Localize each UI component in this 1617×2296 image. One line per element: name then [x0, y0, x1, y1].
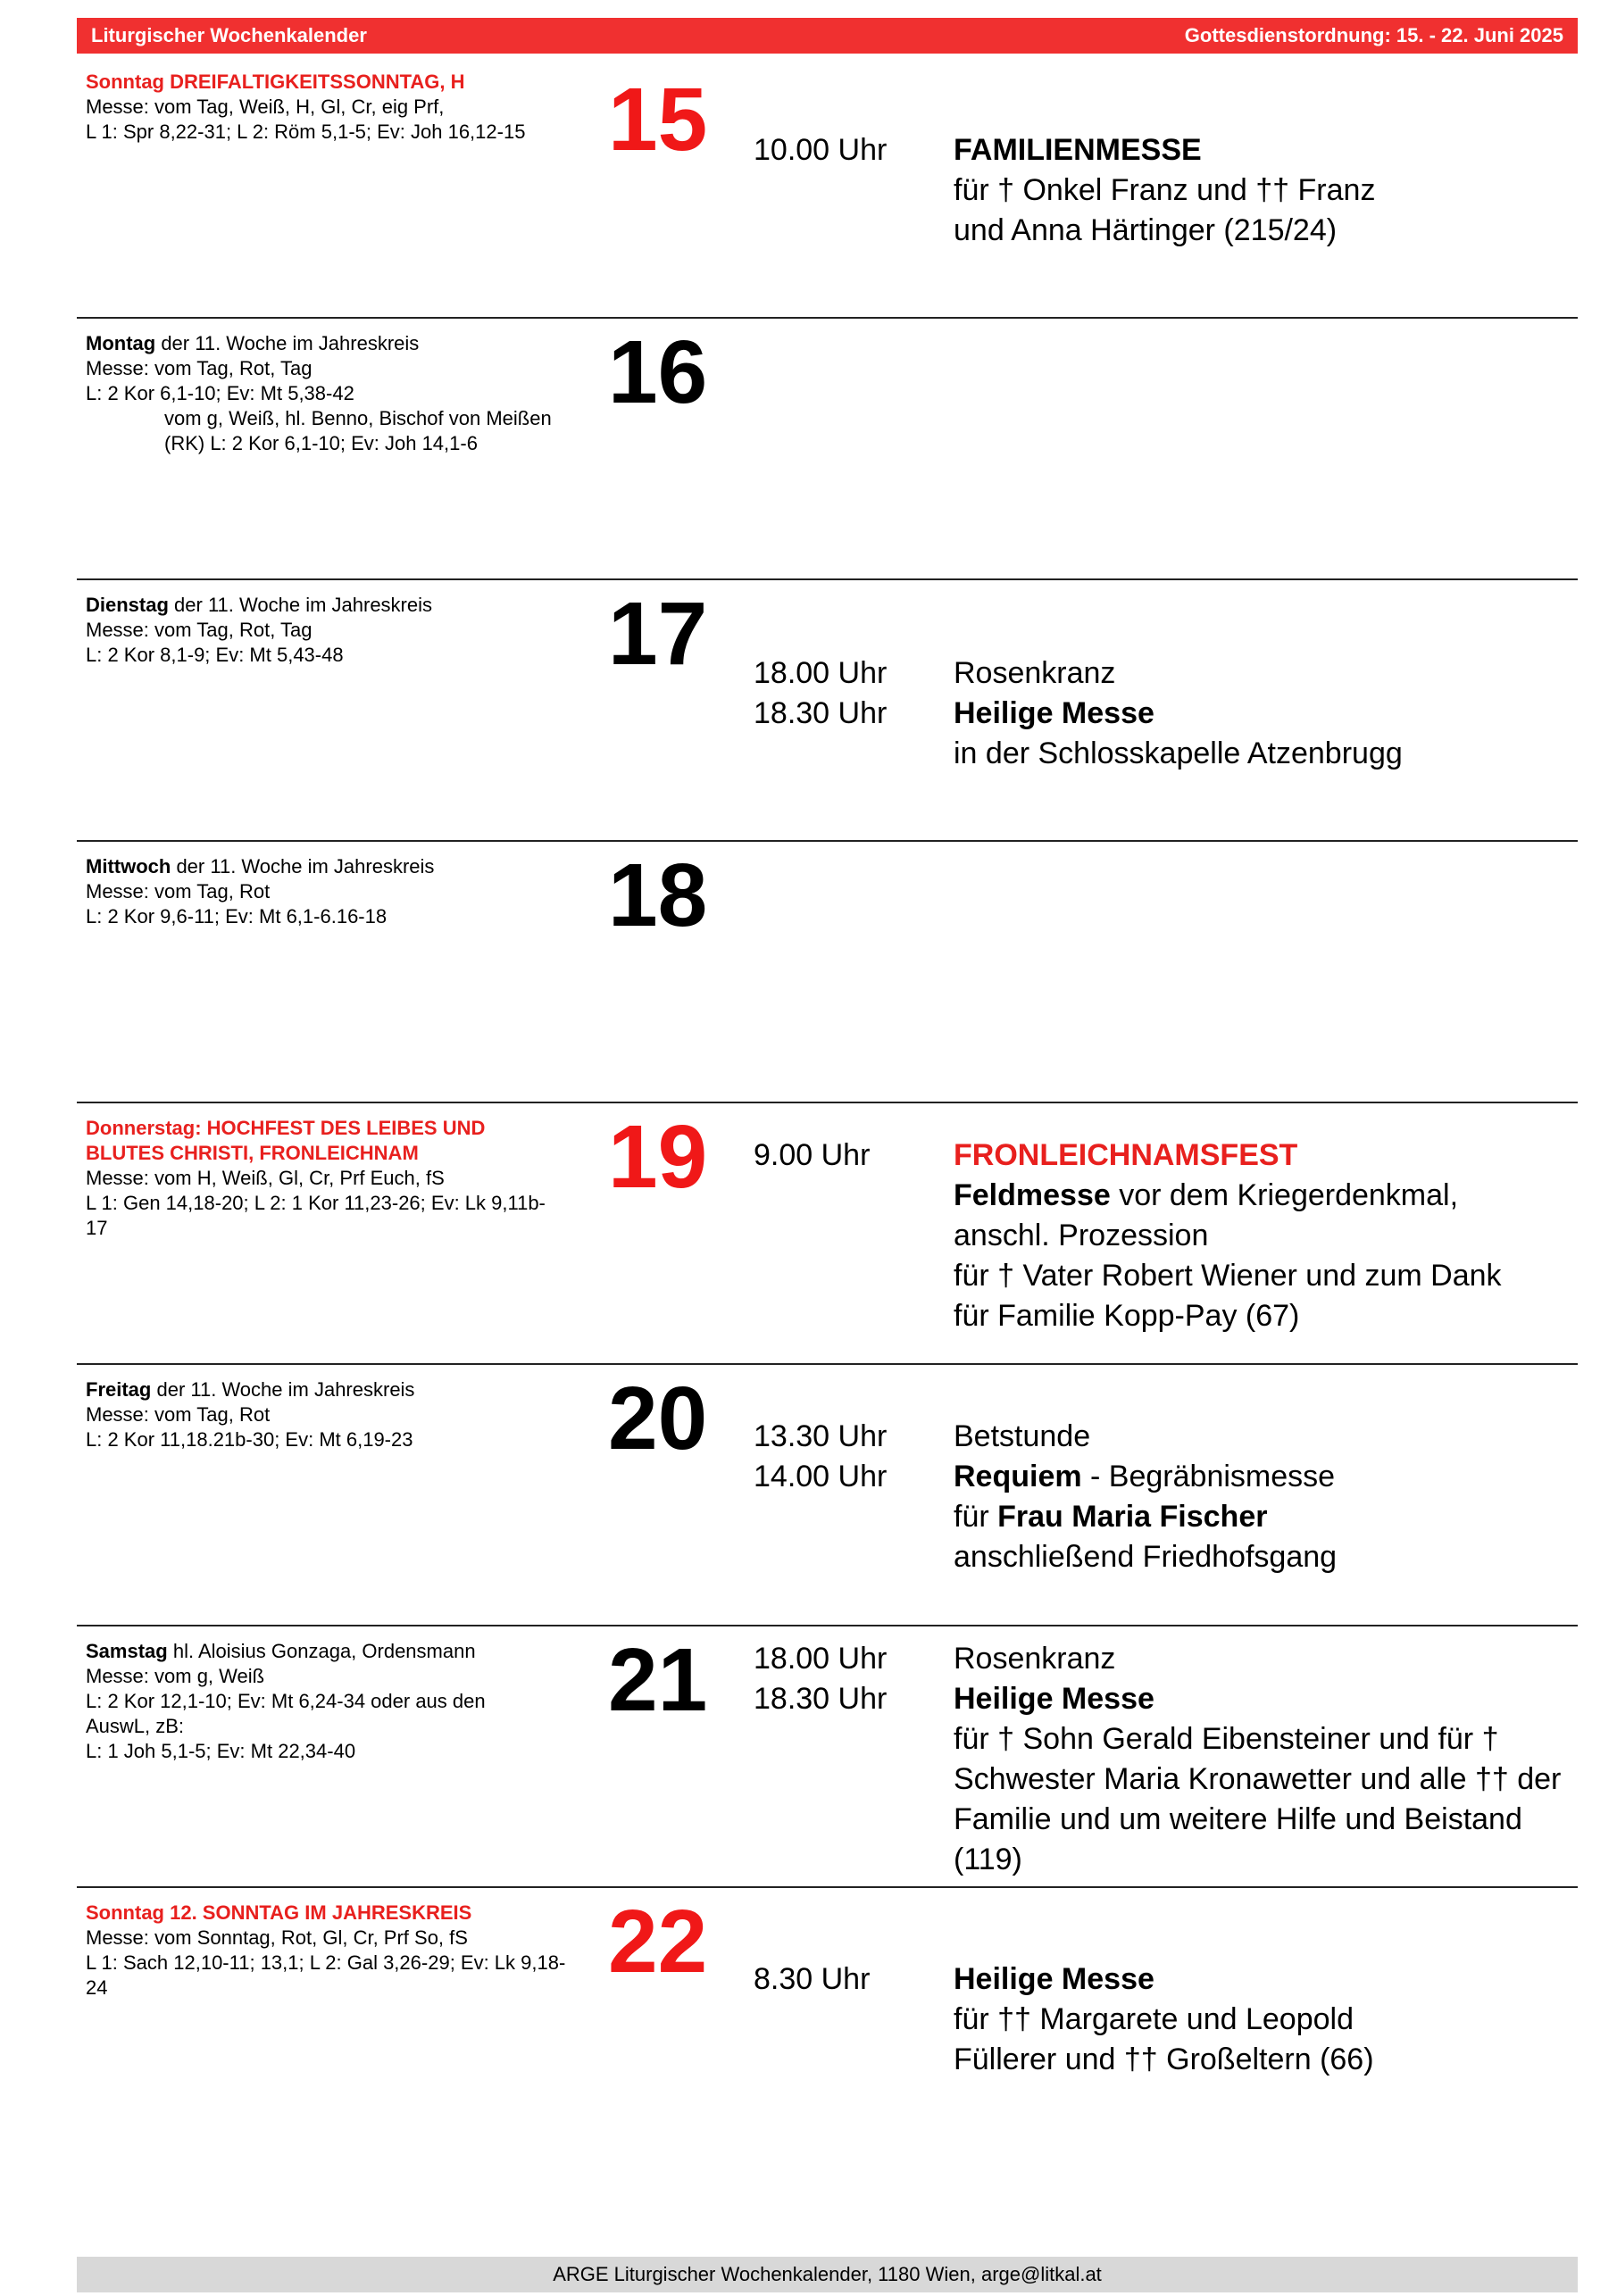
service-line: Rosenkranz — [954, 1642, 1116, 1676]
liturgy-alt-line: (RK) L: 2 Kor 6,1-10; Ev: Joh 14,1-6 — [164, 432, 478, 454]
liturgy-weekday: Dienstag — [86, 594, 169, 616]
service-times — [754, 1639, 932, 1719]
liturgy-weekday: Samstag — [86, 1640, 168, 1662]
service-times — [754, 130, 932, 171]
service-times — [754, 1136, 932, 1176]
liturgy-line: L 1: Sach 12,10-11; 13,1; L 2: Gal 3,26-29; Ev: Lk 9,18-24 — [86, 1951, 566, 1999]
liturgy-weekday: Mittwoch — [86, 855, 171, 878]
liturgy-title: Sonntag DREIFALTIGKEITSSONNTAG, H — [86, 71, 465, 93]
day-number: 18 — [608, 845, 708, 945]
liturgy-line: L: 2 Kor 6,1-10; Ev: Mt 5,38-42 — [86, 382, 354, 404]
service-times — [754, 1959, 932, 2000]
liturgy-weekday: Freitag — [86, 1378, 152, 1401]
service-time: 18.00 Uhr — [754, 1642, 888, 1676]
liturgy-rest: der 11. Woche im Jahreskreis — [155, 332, 420, 354]
service-title: Heilige Messe — [954, 1962, 1154, 1996]
day-number: 15 — [608, 70, 708, 170]
day-row — [77, 840, 1578, 1102]
day-row — [77, 1625, 1578, 1886]
service-time: 18.30 Uhr — [754, 696, 888, 730]
liturgy-line: Messe: vom g, Weiß — [86, 1665, 265, 1687]
deceased-name: Frau Maria Fischer — [997, 1500, 1268, 1534]
day-number: 20 — [608, 1368, 708, 1468]
liturgy-info — [86, 331, 595, 456]
liturgy-alt-line: vom g, Weiß, hl. Benno, Bischof von Meißen — [164, 407, 552, 429]
liturgy-line: Messe: vom Tag, Rot, Tag — [86, 619, 313, 641]
header-left: Liturgischer Wochenkalender — [91, 24, 367, 46]
service-text — [954, 1639, 1570, 1880]
service-line: Betstunde — [954, 1419, 1091, 1453]
liturgy-rest: hl. Aloisius Gonzaga, Ordensmann — [167, 1640, 476, 1662]
service-line: Füllerer und †† Großeltern (66) — [954, 2042, 1374, 2076]
liturgy-info — [86, 1901, 586, 2001]
service-title: FAMILIENMESSE — [954, 133, 1202, 167]
day-row — [77, 55, 1578, 317]
liturgy-line: Messe: vom Tag, Rot — [86, 880, 271, 903]
liturgy-rest: der 11. Woche im Jahreskreis — [168, 594, 432, 616]
liturgy-info — [86, 593, 595, 668]
service-line: für Familie Kopp-Pay (67) — [954, 1299, 1300, 1333]
service-time: 8.30 Uhr — [754, 1962, 871, 1996]
liturgy-weekday: Montag — [86, 332, 156, 354]
liturgy-line: Messe: vom Tag, Rot — [86, 1403, 271, 1426]
day-row — [77, 317, 1578, 578]
service-line: - Begräbnismesse — [1081, 1460, 1336, 1493]
liturgy-info — [86, 1377, 595, 1452]
liturgy-line: L 1: Spr 8,22-31; L 2: Röm 5,1-5; Ev: Joh 16,12-15 — [86, 121, 526, 143]
header-right: Gottesdienstordnung: 15. - 22. Juni 2025 — [1184, 24, 1563, 46]
service-line: in der Schlosskapelle Atzenbrugg — [954, 736, 1403, 770]
service-times — [754, 653, 932, 734]
service-line: für † Sohn Gerald Eibensteiner und für † Schwester Maria Kronawetter und alle †† der Familie und um weitere Hilfe und Beistand (119) — [954, 1722, 1562, 1876]
liturgy-line: L: 2 Kor 8,1-9; Ev: Mt 5,43-48 — [86, 644, 344, 666]
service-line: Rosenkranz — [954, 656, 1116, 690]
liturgy-line: L: 2 Kor 11,18.21b-30; Ev: Mt 6,19-23 — [86, 1428, 413, 1451]
service-time: 18.30 Uhr — [754, 1682, 888, 1716]
service-time: 10.00 Uhr — [754, 133, 888, 167]
liturgy-info — [86, 70, 595, 145]
day-number: 19 — [608, 1107, 708, 1207]
service-text — [954, 1417, 1570, 1577]
day-row — [77, 1102, 1578, 1363]
liturgy-rest: der 11. Woche im Jahreskreis — [171, 855, 435, 878]
service-line: anschl. Prozession — [954, 1219, 1209, 1252]
day-number: 16 — [608, 322, 708, 422]
liturgy-title: Donnerstag: HOCHFEST DES LEIBES UND BLUTES CHRISTI, FRONLEICHNAM — [86, 1117, 486, 1164]
footer: ARGE Liturgischer Wochenkalender, 1180 Wien, arge@litkal.at — [77, 2257, 1578, 2292]
header-bar — [77, 18, 1578, 54]
service-times — [754, 1417, 932, 1497]
day-number: 21 — [608, 1630, 708, 1730]
service-time: 13.30 Uhr — [754, 1419, 888, 1453]
service-line: für † Vater Robert Wiener und zum Dank — [954, 1259, 1502, 1293]
service-time: 14.00 Uhr — [754, 1460, 888, 1493]
service-line: vor dem Kriegerdenkmal, — [1110, 1178, 1459, 1212]
service-title-bold: Requiem — [954, 1460, 1082, 1493]
liturgy-weekday: Sonntag — [86, 1901, 171, 1924]
day-row — [77, 578, 1578, 840]
day-row — [77, 1886, 1578, 2148]
liturgy-line: L 1: Gen 14,18-20; L 2: 1 Kor 11,23-26; Ev: Lk 9,11b-17 — [86, 1192, 546, 1239]
service-line: anschließend Friedhofsgang — [954, 1540, 1338, 1574]
liturgy-rest: der 11. Woche im Jahreskreis — [151, 1378, 415, 1401]
service-time: 9.00 Uhr — [754, 1138, 871, 1172]
service-line: für †† Margarete und Leopold — [954, 2002, 1354, 2036]
service-title-bold: Feldmesse — [954, 1178, 1111, 1212]
liturgy-line: Messe: vom Tag, Weiß, H, Gl, Cr, eig Prf, — [86, 96, 445, 118]
liturgy-line: Messe: vom Sonntag, Rot, Gl, Cr, Prf So, fS — [86, 1926, 468, 1949]
liturgy-title: 12. SONNTAG IM JAHRESKREIS — [170, 1901, 472, 1924]
day-row — [77, 1363, 1578, 1625]
service-text — [954, 1136, 1570, 1336]
service-line: für — [954, 1500, 998, 1534]
liturgy-info — [86, 1639, 550, 1764]
liturgy-line: L: 1 Joh 5,1-5; Ev: Mt 22,34-40 — [86, 1740, 356, 1762]
liturgy-line: Messe: vom H, Weiß, Gl, Cr, Prf Euch, fS — [86, 1167, 445, 1189]
liturgy-info — [86, 854, 595, 929]
service-text — [954, 653, 1570, 774]
service-line: und Anna Härtinger (215/24) — [954, 213, 1338, 247]
liturgy-line: Messe: vom Tag, Rot, Tag — [86, 357, 313, 379]
day-number: 22 — [608, 1892, 708, 1992]
service-text — [954, 130, 1570, 251]
service-title: Heilige Messe — [954, 696, 1154, 730]
service-line: für † Onkel Franz und †† Franz — [954, 173, 1376, 207]
liturgy-line: L: 2 Kor 12,1-10; Ev: Mt 6,24-34 oder aus den AuswL, zB: — [86, 1690, 486, 1737]
liturgy-line: L: 2 Kor 9,6-11; Ev: Mt 6,1-6.16-18 — [86, 905, 388, 928]
liturgy-info — [86, 1116, 550, 1241]
service-time: 18.00 Uhr — [754, 656, 888, 690]
day-number: 17 — [608, 584, 708, 684]
service-title: FRONLEICHNAMSFEST — [954, 1138, 1298, 1172]
service-title: Heilige Messe — [954, 1682, 1154, 1716]
service-text — [954, 1959, 1570, 2080]
